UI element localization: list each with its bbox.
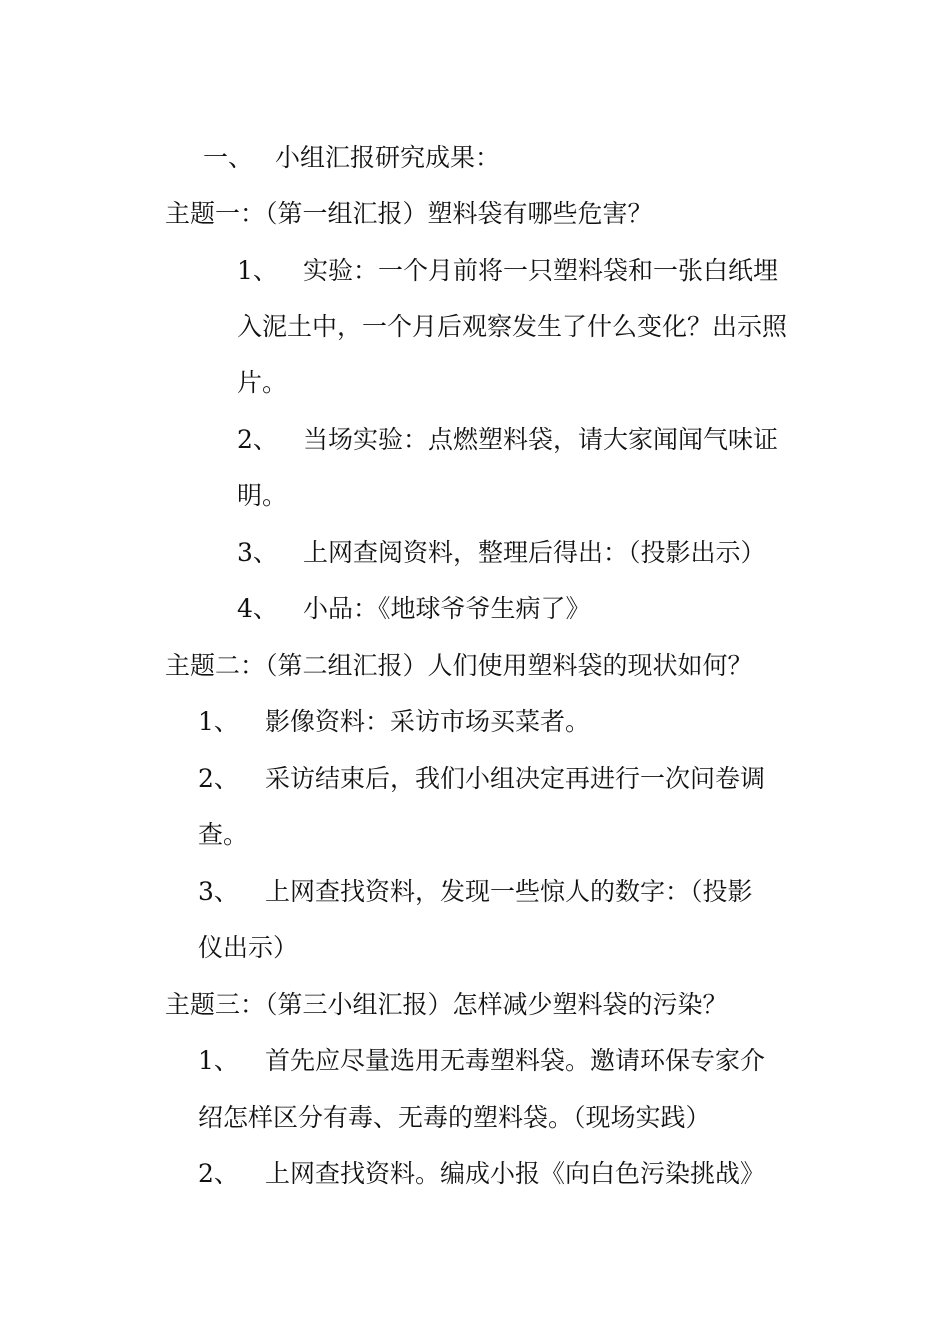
topic3-item2-num: 2、 (198, 1159, 239, 1188)
topic1-item1-line1: 实验：一个月前将一只塑料袋和一张白纸埋 (303, 256, 779, 285)
topic1-item3-num: 3、 (237, 538, 278, 567)
topic2-item2-num: 2、 (198, 764, 239, 793)
topic1-heading: 主题一：（第一组汇报）塑料袋有哪些危害？ (165, 199, 653, 228)
topic2-item2-line1: 采访结束后，我们小组决定再进行一次问卷调 (265, 764, 766, 793)
topic1-item4-num: 4、 (237, 594, 278, 623)
topic3-item1-num: 1、 (198, 1046, 239, 1075)
topic2-item3-line1: 上网查找资料，发现一些惊人的数字：（投影 (265, 877, 753, 906)
topic2-item2-line2: 查。 (198, 820, 249, 849)
topic2-item3-num: 3、 (198, 877, 239, 906)
topic1-item1-num: 1、 (237, 256, 278, 285)
topic3-item2-line1: 上网查找资料。编成小报《向白色污染挑战》 (265, 1159, 766, 1188)
topic1-item3-line1: 上网查阅资料，整理后得出：（投影出示） (303, 538, 766, 567)
topic1-item2-num: 2、 (237, 425, 278, 454)
topic2-item1-line1: 影像资料：采访市场买菜者。 (265, 707, 591, 736)
topic1-item2-line2: 明。 (237, 481, 288, 510)
topic1-item4-line1: 小品：《地球爷爷生病了》 (303, 594, 591, 623)
topic3-item1-line1: 首先应尽量选用无毒塑料袋。邀请环保专家介 (265, 1046, 766, 1075)
topic1-item1-line2: 入泥土中，一个月后观察发生了什么变化？出示照 (237, 312, 788, 341)
topic2-item1-num: 1、 (198, 707, 239, 736)
topic2-item3-line2: 仪出示） (198, 933, 299, 962)
section-title: 小组汇报研究成果： (275, 143, 501, 172)
topic1-item2-line1: 当场实验：点燃塑料袋，请大家闻闻气味证 (303, 425, 779, 454)
topic1-item1-line3: 片。 (237, 368, 288, 397)
topic2-heading: 主题二：（第二组汇报）人们使用塑料袋的现状如何？ (165, 651, 753, 680)
topic3-item1-line2: 绍怎样区分有毒、无毒的塑料袋。（现场实践） (198, 1103, 711, 1132)
section-marker: 一、 (203, 143, 254, 172)
topic3-heading: 主题三：（第三小组汇报）怎样减少塑料袋的污染？ (165, 990, 728, 1019)
